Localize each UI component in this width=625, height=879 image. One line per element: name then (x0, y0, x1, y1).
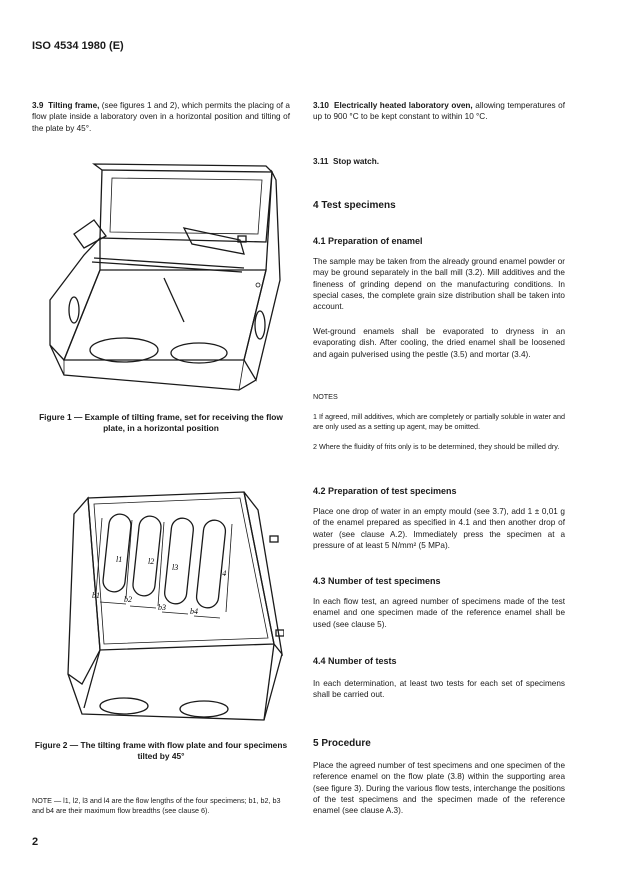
document-header: ISO 4534 1980 (E) (32, 40, 124, 52)
section-4-3-paragraph: In each flow test, an agreed number of specimens made of the test enamel and one specimen made of the reference enamel shall be used (see clause 5). (313, 597, 565, 629)
label-l4: l4 (220, 569, 227, 578)
section-4-2-heading: 4.2 Preparation of test specimens (313, 486, 457, 496)
label-b4: b4 (190, 607, 198, 616)
section-3-11-number: 3.11 (313, 157, 329, 166)
section-4-3-heading: 4.3 Number of test specimens (313, 576, 441, 586)
note-2: 2 Where the fluidity of frits only is to be determined, they should be milled dry. (313, 442, 560, 451)
section-3-10-title: Electrically heated laboratory oven, (334, 101, 473, 110)
section-3-10-number: 3.10 (313, 101, 329, 110)
section-4-4-paragraph: In each determination, at least two tests for each set of specimens shall be carried out. (313, 679, 565, 700)
section-5-heading: 5 Procedure (313, 738, 371, 749)
figure-2-caption: Figure 2 — The tilting frame with flow plate and four specimens tilted by 45° (34, 740, 288, 761)
section-3-11 (313, 156, 565, 167)
page-number: 2 (32, 836, 39, 848)
label-l3: l3 (172, 563, 179, 572)
section-3-10-text: allowing temperatures of up to 900 °C to be kept constant to within 10 °C. (313, 101, 565, 122)
section-3-9-number: 3.9 (32, 101, 44, 110)
section-3-10 (313, 100, 565, 123)
section-4-4-heading: 4.4 Number of tests (313, 656, 397, 666)
label-b3: b3 (158, 603, 166, 612)
section-4-1-paragraph-2: Wet-ground enamels shall be evaporated to dryness in an evaporating dish. After cooling, the dried enamel shall be loosened and again pulverised using the pestle (3.5) and mortar (3.4). (313, 327, 565, 359)
section-3-9-text: (see figures 1 and 2), which permits the placing of a flow plate inside a laboratory oven in a horizontal position and tilting of the plate by 45°. (32, 101, 290, 133)
figure-1-tilting-frame-drawing (44, 150, 284, 400)
label-b2: b2 (124, 595, 132, 604)
section-4-1-heading: 4.1 Preparation of enamel (313, 236, 423, 246)
section-5-paragraph: Place the agreed number of test specimens and one specimen of the reference enamel on the flow plate (3.8) within the supporting area (see figure 3). During the various flow tests, interchange the positions of the test specimens and the specimen made of the reference enamel (see clause A.3). (313, 761, 565, 816)
label-l1: l1 (116, 555, 123, 564)
figure-1-caption: Figure 1 — Example of tilting frame, set for receiving the flow plate, in a horizontal position (39, 412, 283, 433)
section-3-11-title: Stop watch. (333, 157, 379, 166)
label-l2: l2 (148, 557, 155, 566)
section-4-2-paragraph: Place one drop of water in an empty mould (see 3.7), add 1 ± 0,01 g of the enamel prepared as specified in 4.1 and then another drop of water (see clause A.2). Immediately press the specimen at a pressure of at least 5 N/mm² (5 MPa). (313, 507, 565, 550)
section-3-9 (32, 100, 290, 134)
notes-title: NOTES (313, 392, 338, 401)
section-4-heading: 4 Test specimens (313, 200, 396, 211)
figure-2-tilted-frame-drawing (44, 484, 284, 734)
label-b1: b1 (92, 591, 100, 600)
section-4-1-paragraph-1: The sample may be taken from the already ground enamel powder or may be ground separately in the ball mill (3.2). Mill additives and the fineness of grinding depend on the manufacturing conditions. In special cases, the complete grain size distribution shall be taken into account. (313, 257, 565, 312)
figure-2-note: NOTE — l1, l2, l3 and l4 are the flow lengths of the four specimens; b1, b2, b3 and b4 are their maximum flow breadths (see clause 6). (32, 796, 281, 815)
note-1: 1 If agreed, mill additives, which are completely or partially soluble in water and are only used as a setting up agent, may be omitted. (313, 412, 565, 431)
section-3-9-title: Tilting frame, (48, 101, 100, 110)
